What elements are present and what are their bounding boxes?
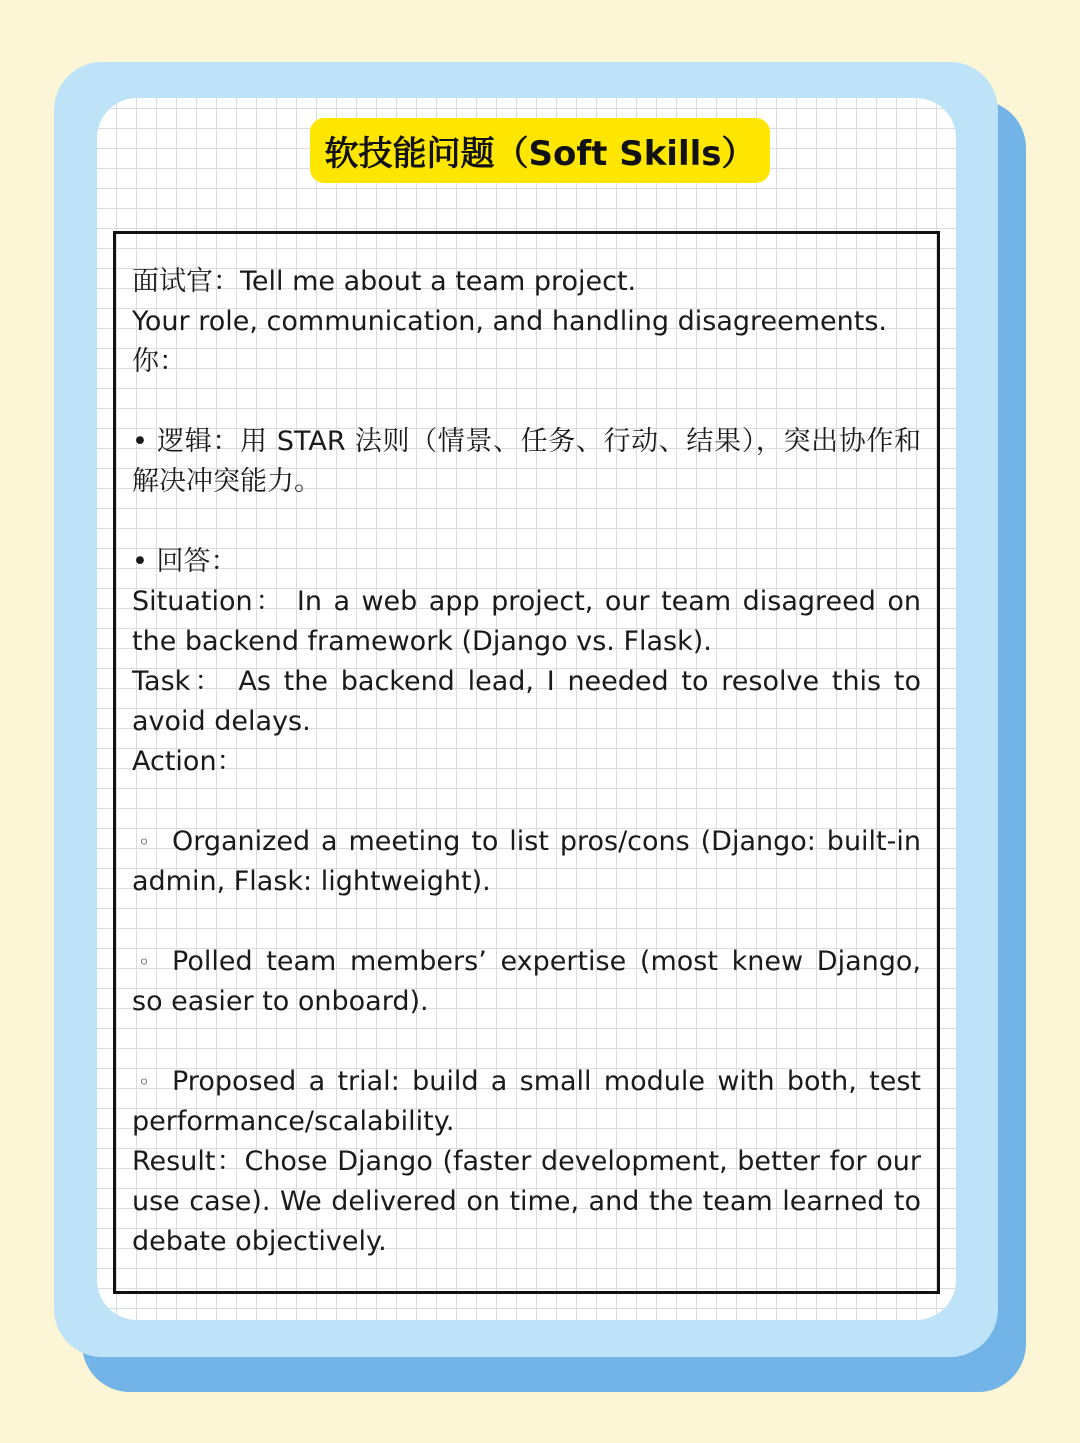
action-heading: Action： xyxy=(132,746,244,777)
result-text: Result：Chose Django (faster development, better for our use case). We delivered on time, and the team learned to debate objectively. xyxy=(132,1146,921,1257)
action-item-text: Polled team members’ expertise (most knew Django, so easier to onboard). xyxy=(132,946,921,1017)
situation-text: Situation： In a web app project, our team disagreed on the backend framework (Django vs. Flask). xyxy=(132,586,921,657)
page-title: 软技能问题（Soft Skills） xyxy=(310,118,770,183)
action-item xyxy=(132,822,921,902)
content-text xyxy=(132,262,921,1262)
sub-bullet-icon: ◦ xyxy=(138,950,150,974)
logic-bullet: • 逻辑：用 STAR 法则（情景、任务、行动、结果），突出协作和解决冲突能力。 xyxy=(132,426,921,497)
you-line: 你： xyxy=(132,346,186,377)
sub-bullet-icon: ◦ xyxy=(138,830,150,854)
action-item-text: Proposed a trial: build a small module with both, test performance/scalability. xyxy=(132,1066,921,1137)
action-item xyxy=(132,942,921,1022)
interviewer-line: 面试官：Tell me about a team project. xyxy=(132,266,637,297)
action-item xyxy=(132,1062,921,1142)
sub-bullet-icon: ◦ xyxy=(138,1070,150,1094)
answer-heading: • 回答： xyxy=(132,546,238,577)
prompt-line: Your role, communication, and handling disagreements. xyxy=(132,306,887,337)
task-text: Task： As the backend lead, I needed to resolve this to avoid delays. xyxy=(132,666,921,737)
action-item-text: Organized a meeting to list pros/cons (Django: built-in admin, Flask: lightweight). xyxy=(132,826,921,897)
